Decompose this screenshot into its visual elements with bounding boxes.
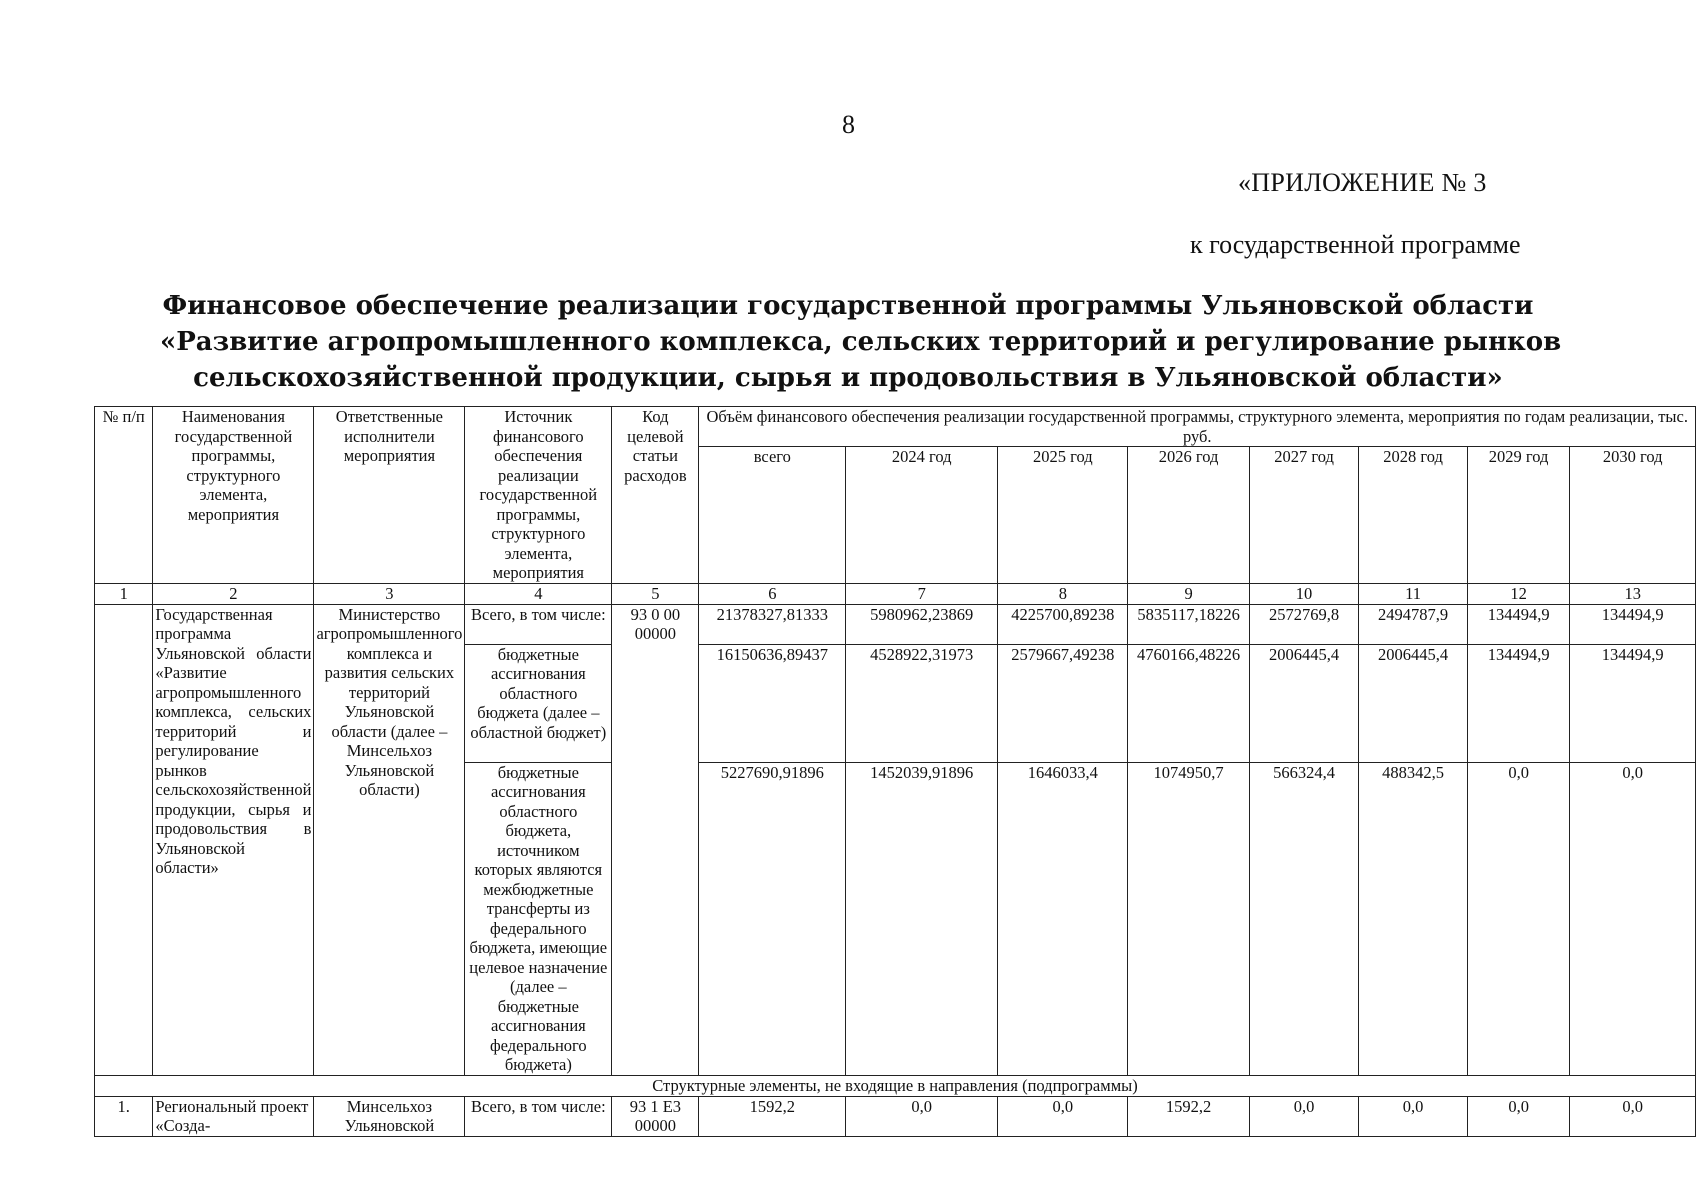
- header-year-2024: 2024 год: [846, 447, 998, 583]
- value-cell: 0,0: [998, 1096, 1128, 1136]
- column-number: 9: [1128, 583, 1249, 604]
- value-cell: 4225700,89238: [998, 604, 1128, 644]
- column-number: 13: [1570, 583, 1696, 604]
- header-year-2025: 2025 год: [998, 447, 1128, 583]
- value-cell: 488342,5: [1359, 762, 1468, 1075]
- document-title-line: Финансовое обеспечение реализации государственной программы Ульяновской области: [162, 291, 1534, 321]
- header-year-2026: 2026 год: [1128, 447, 1249, 583]
- item-executor: Минсельхоз Ульяновской: [314, 1096, 465, 1136]
- value-cell: 0,0: [1249, 1096, 1359, 1136]
- section-title: Структурные элементы, не входящие в направления (подпрограммы): [95, 1075, 1696, 1096]
- program-num: [95, 604, 153, 1075]
- appendix-title: «ПРИЛОЖЕНИЕ № 3: [1238, 168, 1487, 197]
- header-num: № п/п: [95, 407, 153, 584]
- value-cell: 2572769,8: [1249, 604, 1359, 644]
- value-cell: 2006445,4: [1359, 644, 1468, 762]
- value-cell: 0,0: [1359, 1096, 1468, 1136]
- value-cell: 2494787,9: [1359, 604, 1468, 644]
- item-source: Всего, в том числе:: [465, 1096, 612, 1136]
- header-year-2029: 2029 год: [1467, 447, 1569, 583]
- value-cell: 5227690,91896: [699, 762, 846, 1075]
- value-cell: 134494,9: [1570, 604, 1696, 644]
- value-cell: 5980962,23869: [846, 604, 998, 644]
- column-number: 3: [314, 583, 465, 604]
- section-row: [95, 1075, 1696, 1096]
- program-code: 93 0 00 00000: [612, 604, 699, 1075]
- column-number: 4: [465, 583, 612, 604]
- value-cell: 2579667,49238: [998, 644, 1128, 762]
- table-row: [95, 1096, 1696, 1136]
- value-cell: 16150636,89437: [699, 644, 846, 762]
- value-cell: 1074950,7: [1128, 762, 1249, 1075]
- value-cell: 5835117,18226: [1128, 604, 1249, 644]
- header-year-2028: 2028 год: [1359, 447, 1468, 583]
- value-cell: 4760166,48226: [1128, 644, 1249, 762]
- header-year-2030: 2030 год: [1570, 447, 1696, 583]
- header-financing-group: Объём финансового обеспечения реализации государственной программы, структурного элемента, мероприятия по годам реализации, тыс. руб.: [699, 407, 1696, 447]
- header-code: Код целевой статьи расходов: [612, 407, 699, 584]
- value-cell: 0,0: [846, 1096, 998, 1136]
- program-executor: Министерство агропромышленного комплекса и развития сельских территорий Ульяновской области (далее – Минсельхоз Ульяновской области): [314, 604, 465, 1075]
- column-number: 11: [1359, 583, 1468, 604]
- value-cell: 134494,9: [1467, 604, 1569, 644]
- document-title-line: «Развитие агропромышленного комплекса, сельских территорий и регулирование рынков: [160, 327, 1562, 357]
- source-cell: бюджетные ассигнования областного бюджета (далее – областной бюджет): [465, 644, 612, 762]
- column-number: 6: [699, 583, 846, 604]
- value-cell: 0,0: [1570, 1096, 1696, 1136]
- page-number: 8: [842, 110, 855, 139]
- value-cell: 134494,9: [1467, 644, 1569, 762]
- value-cell: 21378327,81333: [699, 604, 846, 644]
- value-cell: 1592,2: [1128, 1096, 1249, 1136]
- value-cell: 0,0: [1467, 762, 1569, 1075]
- column-number: 1: [95, 583, 153, 604]
- header-source: Источник финансового обеспечения реализации государственной программы, структурного элемента, мероприятия: [465, 407, 612, 584]
- column-number: 2: [153, 583, 314, 604]
- source-cell: бюджетные ассигнования областного бюджета, источником которых являются межбюджетные трансферты из федерального бюджета, имеющие целевое назначение (далее – бюджетные ассигнования федерального бюджета): [465, 762, 612, 1075]
- document-title: [160, 288, 1562, 396]
- header-year-total: всего: [699, 447, 846, 583]
- header-executor: Ответственные исполнители мероприятия: [314, 407, 465, 584]
- document-title-line: сельскохозяйственной продукции, сырья и продовольствия в Ульяновской области»: [193, 363, 1503, 393]
- column-numbers-row: [95, 583, 1696, 604]
- value-cell: 566324,4: [1249, 762, 1359, 1075]
- financing-table: [94, 406, 1696, 1137]
- column-number: 12: [1467, 583, 1569, 604]
- header-year-2027: 2027 год: [1249, 447, 1359, 583]
- item-name: Региональный проект «Созда-: [153, 1096, 314, 1136]
- value-cell: 134494,9: [1570, 644, 1696, 762]
- column-number: 8: [998, 583, 1128, 604]
- header-name: Наименования государственной программы, структурного элемента, мероприятия: [153, 407, 314, 584]
- column-number: 7: [846, 583, 998, 604]
- value-cell: 0,0: [1570, 762, 1696, 1075]
- value-cell: 1646033,4: [998, 762, 1128, 1075]
- value-cell: 1592,2: [699, 1096, 846, 1136]
- table-row: [95, 604, 1696, 644]
- item-num: 1.: [95, 1096, 153, 1136]
- source-cell: Всего, в том числе:: [465, 604, 612, 644]
- value-cell: 1452039,91896: [846, 762, 998, 1075]
- column-number: 5: [612, 583, 699, 604]
- appendix-subtitle: к государственной программе: [1190, 230, 1521, 259]
- column-number: 10: [1249, 583, 1359, 604]
- program-name: Государственная программа Ульяновской области «Развитие агропромышленного комплекса, сельских территорий и регулирование рынков сельскохозяйственной продукции, сырья и продовольствия в Ульяновской области»: [153, 604, 314, 1075]
- value-cell: 2006445,4: [1249, 644, 1359, 762]
- item-code: 93 1 Е3 00000: [612, 1096, 699, 1136]
- value-cell: 0,0: [1467, 1096, 1569, 1136]
- value-cell: 4528922,31973: [846, 644, 998, 762]
